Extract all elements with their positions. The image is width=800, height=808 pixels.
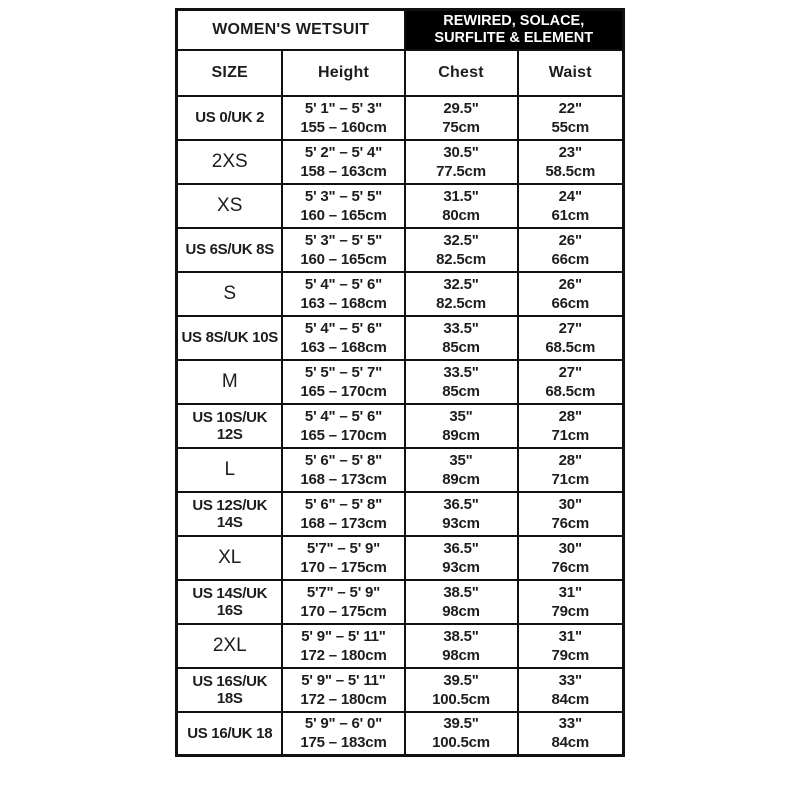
waist-imperial: 30" xyxy=(558,539,582,557)
height-imperial: 5' 9" – 6' 0" xyxy=(304,715,383,733)
chest-imperial: 36.5" xyxy=(443,539,479,557)
chest-cell xyxy=(405,316,518,360)
height-metric: 168 – 173cm xyxy=(300,470,387,488)
waist-cell xyxy=(518,360,624,404)
size-cell: US 10S/UK 12S xyxy=(176,404,282,448)
height-cell xyxy=(282,536,404,580)
height-cell xyxy=(282,96,404,140)
chest-cell xyxy=(405,96,518,140)
waist-metric: 66cm xyxy=(551,294,590,312)
size-cell: L xyxy=(176,448,282,492)
waist-cell xyxy=(518,404,624,448)
chest-metric: 85cm xyxy=(442,382,480,400)
waist-imperial: 33" xyxy=(558,715,582,733)
waist-imperial: 33" xyxy=(558,671,582,689)
size-cell: 2XL xyxy=(176,624,282,668)
waist-cell xyxy=(518,668,624,712)
chest-metric: 80cm xyxy=(442,206,480,224)
waist-imperial: 26" xyxy=(558,231,582,249)
chest-imperial: 32.5" xyxy=(443,231,479,249)
chest-imperial: 29.5" xyxy=(443,99,479,117)
product-lines-label xyxy=(405,10,624,50)
table-row xyxy=(176,404,623,448)
waist-imperial: 28" xyxy=(558,407,582,425)
waist-metric: 55cm xyxy=(551,118,590,136)
height-metric: 163 – 168cm xyxy=(300,338,387,356)
waist-metric: 58.5cm xyxy=(545,162,596,180)
waist-metric: 79cm xyxy=(551,602,590,620)
waist-metric: 76cm xyxy=(551,558,590,576)
size-cell: XS xyxy=(176,184,282,228)
table-row xyxy=(176,228,623,272)
waist-metric: 61cm xyxy=(551,206,590,224)
chest-cell xyxy=(405,360,518,404)
height-imperial: 5' 4" – 5' 6" xyxy=(304,407,383,425)
table-row xyxy=(176,624,623,668)
waist-imperial: 31" xyxy=(558,583,582,601)
height-imperial: 5' 4" – 5' 6" xyxy=(304,275,383,293)
height-cell xyxy=(282,448,404,492)
waist-imperial: 23" xyxy=(558,143,582,161)
column-header-row xyxy=(176,50,623,96)
waist-metric: 71cm xyxy=(551,426,590,444)
waist-metric: 66cm xyxy=(551,250,590,268)
chest-imperial: 31.5" xyxy=(443,187,479,205)
chest-metric: 98cm xyxy=(442,646,480,664)
height-metric: 158 – 163cm xyxy=(300,162,387,180)
table-row xyxy=(176,580,623,624)
size-cell: XL xyxy=(176,536,282,580)
height-metric: 170 – 175cm xyxy=(300,558,387,576)
waist-imperial: 24" xyxy=(558,187,582,205)
height-imperial: 5' 9" – 5' 11" xyxy=(301,627,386,645)
height-metric: 155 – 160cm xyxy=(300,118,387,136)
chest-cell xyxy=(405,448,518,492)
chart-title: WOMEN'S WETSUIT xyxy=(176,10,404,50)
chest-metric: 82.5cm xyxy=(436,250,486,268)
waist-cell xyxy=(518,712,624,756)
chest-cell xyxy=(405,404,518,448)
chest-imperial: 33.5" xyxy=(443,363,479,381)
column-header-height: Height xyxy=(282,50,404,96)
waist-imperial: 30" xyxy=(558,495,582,513)
waist-cell xyxy=(518,448,624,492)
chest-cell xyxy=(405,712,518,756)
waist-imperial: 31" xyxy=(558,627,582,645)
waist-metric: 84cm xyxy=(551,690,590,708)
table-row xyxy=(176,536,623,580)
table-row xyxy=(176,272,623,316)
chest-metric: 100.5cm xyxy=(432,734,490,752)
height-imperial: 5'7" – 5' 9" xyxy=(306,539,381,557)
height-metric: 175 – 183cm xyxy=(300,734,387,752)
height-cell xyxy=(282,580,404,624)
waist-cell xyxy=(518,316,624,360)
chest-imperial: 38.5" xyxy=(443,627,479,645)
table-row xyxy=(176,712,623,756)
waist-metric: 68.5cm xyxy=(545,382,596,400)
title-band-row xyxy=(176,10,623,50)
size-cell: US 0/UK 2 xyxy=(176,96,282,140)
height-metric: 168 – 173cm xyxy=(300,514,387,532)
height-metric: 163 – 168cm xyxy=(300,294,387,312)
chest-imperial: 32.5" xyxy=(443,275,479,293)
waist-metric: 68.5cm xyxy=(545,338,596,356)
height-cell xyxy=(282,492,404,536)
table-row xyxy=(176,360,623,404)
chest-metric: 98cm xyxy=(442,602,480,620)
chest-imperial: 39.5" xyxy=(443,671,479,689)
chest-imperial: 30.5" xyxy=(443,143,479,161)
height-imperial: 5' 6" – 5' 8" xyxy=(304,495,383,513)
height-cell xyxy=(282,404,404,448)
waist-imperial: 27" xyxy=(558,363,582,381)
height-imperial: 5' 6" – 5' 8" xyxy=(304,451,383,469)
product-lines-line2: SURFLITE & ELEMENT xyxy=(434,29,594,46)
height-imperial: 5' 1" – 5' 3" xyxy=(304,99,383,117)
chest-cell xyxy=(405,624,518,668)
wetsuit-size-chart xyxy=(175,8,625,757)
chest-metric: 89cm xyxy=(442,470,480,488)
waist-imperial: 27" xyxy=(558,319,582,337)
chest-imperial: 35" xyxy=(449,407,473,425)
chest-cell xyxy=(405,668,518,712)
table-row xyxy=(176,316,623,360)
height-cell xyxy=(282,228,404,272)
waist-imperial: 26" xyxy=(558,275,582,293)
height-imperial: 5' 2" – 5' 4" xyxy=(304,143,383,161)
waist-cell xyxy=(518,492,624,536)
size-cell: US 16S/UK 18S xyxy=(176,668,282,712)
table-row xyxy=(176,184,623,228)
height-cell xyxy=(282,316,404,360)
product-lines-line1: REWIRED, SOLACE, xyxy=(443,12,585,29)
size-cell: US 12S/UK 14S xyxy=(176,492,282,536)
table-row xyxy=(176,668,623,712)
height-imperial: 5' 5" – 5' 7" xyxy=(304,363,383,381)
chest-cell xyxy=(405,228,518,272)
chest-cell xyxy=(405,184,518,228)
table-row xyxy=(176,140,623,184)
chest-metric: 85cm xyxy=(442,338,480,356)
chest-metric: 93cm xyxy=(442,514,480,532)
chest-cell xyxy=(405,140,518,184)
chest-imperial: 38.5" xyxy=(443,583,479,601)
height-metric: 160 – 165cm xyxy=(300,206,387,224)
size-cell: US 8S/UK 10S xyxy=(176,316,282,360)
height-cell xyxy=(282,712,404,756)
chest-imperial: 33.5" xyxy=(443,319,479,337)
waist-metric: 84cm xyxy=(551,734,590,752)
waist-cell xyxy=(518,228,624,272)
chest-cell xyxy=(405,536,518,580)
chest-cell xyxy=(405,492,518,536)
waist-imperial: 22" xyxy=(558,99,582,117)
height-cell xyxy=(282,668,404,712)
size-cell: US 14S/UK 16S xyxy=(176,580,282,624)
table-row xyxy=(176,448,623,492)
column-header-size: SIZE xyxy=(176,50,282,96)
chest-imperial: 35" xyxy=(449,451,473,469)
column-header-chest: Chest xyxy=(405,50,518,96)
waist-metric: 76cm xyxy=(551,514,590,532)
height-cell xyxy=(282,140,404,184)
chest-cell xyxy=(405,580,518,624)
height-cell xyxy=(282,272,404,316)
waist-cell xyxy=(518,140,624,184)
height-metric: 172 – 180cm xyxy=(300,690,387,708)
height-cell xyxy=(282,624,404,668)
height-imperial: 5' 4" – 5' 6" xyxy=(304,319,383,337)
height-metric: 165 – 170cm xyxy=(300,382,387,400)
height-metric: 160 – 165cm xyxy=(300,250,387,268)
waist-cell xyxy=(518,272,624,316)
size-cell: US 16/UK 18 xyxy=(176,712,282,756)
chest-metric: 100.5cm xyxy=(432,690,490,708)
size-cell: M xyxy=(176,360,282,404)
chest-metric: 75cm xyxy=(442,118,480,136)
column-header-waist: Waist xyxy=(518,50,624,96)
height-imperial: 5' 3" – 5' 5" xyxy=(304,231,383,249)
chest-metric: 93cm xyxy=(442,558,480,576)
waist-cell xyxy=(518,624,624,668)
waist-cell xyxy=(518,96,624,140)
waist-metric: 79cm xyxy=(551,646,590,664)
chest-metric: 82.5cm xyxy=(436,294,486,312)
size-cell: 2XS xyxy=(176,140,282,184)
table-row xyxy=(176,492,623,536)
waist-cell xyxy=(518,580,624,624)
height-metric: 165 – 170cm xyxy=(300,426,387,444)
height-metric: 170 – 175cm xyxy=(300,602,387,620)
height-cell xyxy=(282,360,404,404)
chest-imperial: 36.5" xyxy=(443,495,479,513)
height-imperial: 5'7" – 5' 9" xyxy=(306,583,381,601)
chest-metric: 89cm xyxy=(442,426,480,444)
waist-cell xyxy=(518,536,624,580)
height-imperial: 5' 3" – 5' 5" xyxy=(304,187,383,205)
table-row xyxy=(176,96,623,140)
height-imperial: 5' 9" – 5' 11" xyxy=(301,671,386,689)
chest-metric: 77.5cm xyxy=(436,162,486,180)
waist-imperial: 28" xyxy=(558,451,582,469)
waist-cell xyxy=(518,184,624,228)
size-cell: S xyxy=(176,272,282,316)
chest-imperial: 39.5" xyxy=(443,715,479,733)
height-metric: 172 – 180cm xyxy=(300,646,387,664)
height-cell xyxy=(282,184,404,228)
chest-cell xyxy=(405,272,518,316)
waist-metric: 71cm xyxy=(551,470,590,488)
size-cell: US 6S/UK 8S xyxy=(176,228,282,272)
